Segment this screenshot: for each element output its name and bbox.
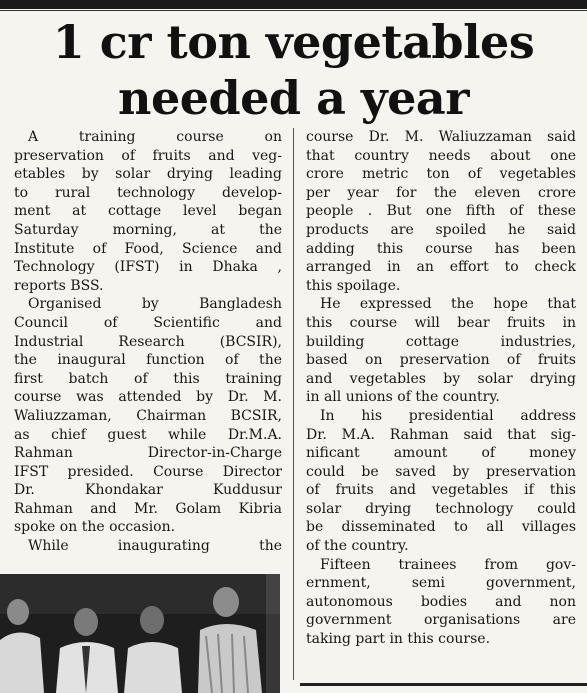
text-line: Rahman and Mr. Golam Kibria [14,500,282,517]
text-line: preservation of fruits and veg- [14,147,282,164]
article-end-rule [300,683,587,686]
text-line: based on preservation of fruits [306,352,576,369]
text-line: nificant amount of money [306,445,576,462]
text-line: Dr. Khondakar Kuddusur [14,482,282,499]
text-line: taking part in this course. [306,631,491,648]
text-line: Organised by Bangladesh [28,296,282,313]
text-line: Fifteen trainees from gov- [320,556,576,573]
text-line: course was attended by Dr. M. [14,389,282,406]
text-line: Technology (IFST) in Dhaka , [14,259,282,276]
text-line: this course will bear fruits in [306,314,576,331]
text-line: first batch of this training [14,370,282,387]
text-line: people . But one fifth of these [306,203,576,220]
text-line: spoke on the occasion. [14,519,176,536]
text-line: could be saved by preservation [306,463,576,480]
text-line: ment at cottage level began [14,203,282,220]
text-line: products are spoiled he said [306,221,576,238]
text-line: autonomous bodies and non [306,593,576,610]
group-photo-icon [0,574,280,693]
text-line: reports BSS. [14,277,104,294]
text-line: this spoilage. [306,277,401,294]
text-line: Rahman Director-in-Charge [14,445,282,462]
column-gutter-rule [293,128,294,680]
text-line: IFST presided. Course Director [14,463,282,480]
text-line: per year for the eleven crore [306,184,576,201]
article-column-left [14,128,282,556]
text-line: He expressed the hope that [320,296,576,313]
text-line: course Dr. M. Waliuzzaman said [306,129,576,145]
text-line: of the country. [306,538,409,555]
text-line: of fruits and vegetables if this [306,482,576,499]
text-line: adding this course has been [306,240,576,257]
text-line: Council of Scientific and [14,314,282,331]
text-line: solar drying technology could [306,500,576,517]
masthead-band [0,0,587,9]
text-line: etables by solar drying leading [14,166,282,183]
text-line: ernment, semi government, [306,575,576,592]
text-line: government organisations are [306,612,576,629]
text-line: Dr. M.A. Rahman said that sig- [306,426,576,443]
text-line: In his presidential address [320,407,576,424]
headline [0,14,587,126]
text-line: crore metric ton of vegetables [306,166,576,183]
text-line: A training course on [28,129,282,145]
text-line: Industrial Research (BCSIR), [14,333,282,350]
text-line: Institute of Food, Science and [14,240,282,257]
text-line: building cottage industries, [306,333,576,350]
headline-line-2: needed a year [118,71,469,125]
text-line: in all unions of the country. [306,389,500,406]
text-line: While inaugurating the [28,538,282,555]
text-line: be disseminated to all villages [306,519,576,536]
text-line: Waliuzzaman, Chairman BCSIR, [14,407,282,424]
text-line: to rural technology develop- [14,184,282,201]
masthead-rule [0,10,587,11]
text-line: Saturday morning, at the [14,221,282,238]
text-line: arranged in an effort to check [306,259,576,276]
text-line: and vegetables by solar drying [306,370,576,387]
article-column-right [306,128,576,649]
group-photo [0,574,280,693]
text-line: that country needs about one [306,147,576,164]
headline-line-1: 1 cr ton vegetables [52,15,535,69]
text-line: as chief guest while Dr.M.A. [14,426,282,443]
text-line: the inaugural function of the [14,352,282,369]
